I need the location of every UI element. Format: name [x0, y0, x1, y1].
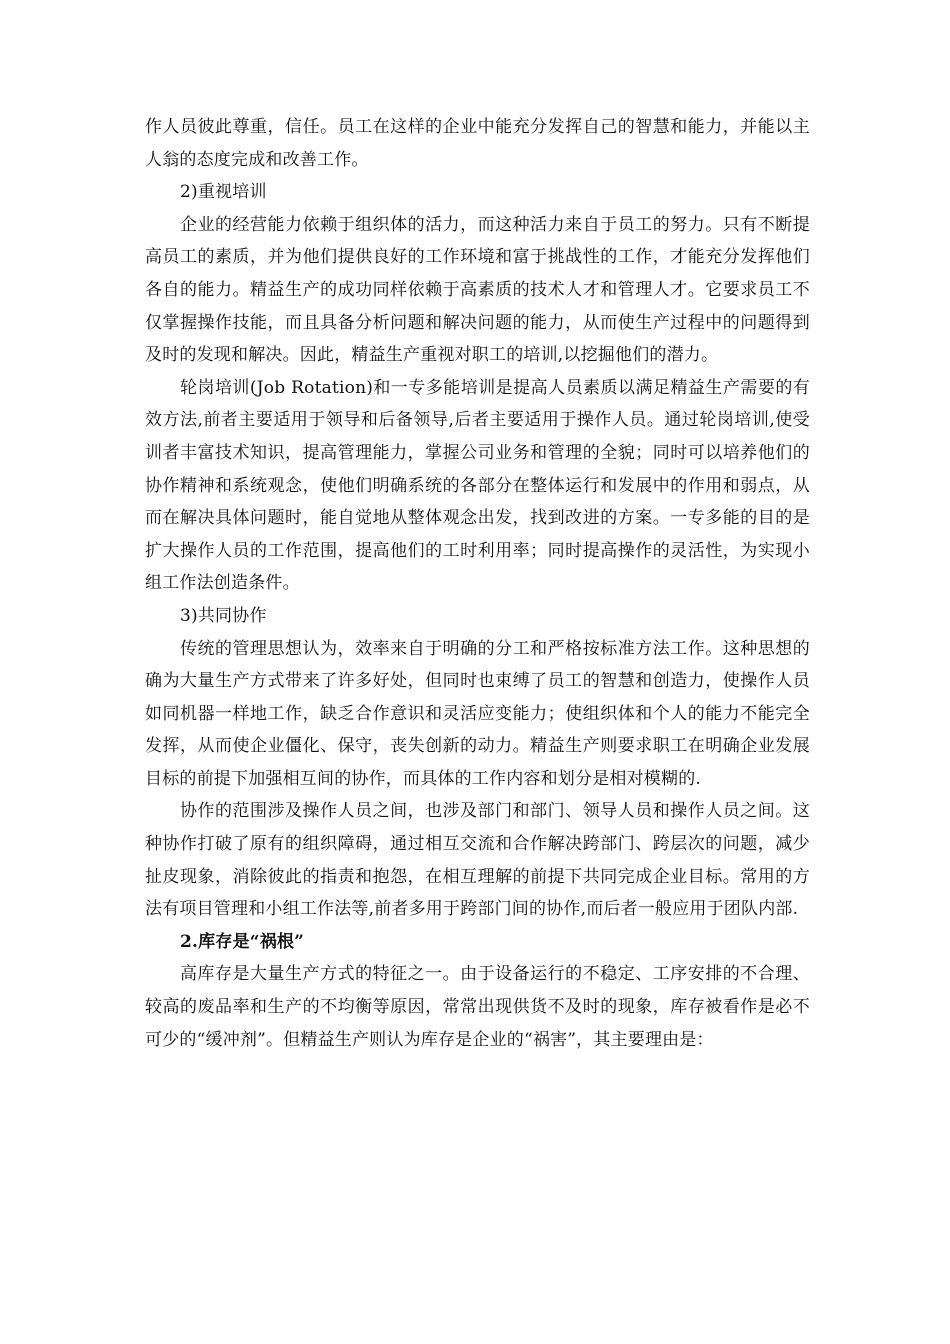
section-heading-cooperation: 3)共同协作 — [180, 605, 267, 626]
section-heading-inventory: 2.库存是“祸根” — [180, 931, 305, 952]
document-body — [145, 111, 810, 1056]
paragraph-job-rotation: 轮岗培训(Job Rotation)和一专多能培训是提高人员素质以满足精益生产需要的有效方法,前者主要适用于领导和后备领导,后者主要适用于操作人员。通过轮岗培训,使受训者丰富技术知识，提高管理能力，掌握公司业务和管理的全貌；同时可以培养他们的协作精神和系统观念，使他们明确系统的各部分在整体运行和发展中的作用和弱点，从而在解决具体问题时，能自觉地从整体观念出发，找到改进的方案。一专多能的目的是扩大操作人员的工作范围，提高他们的工时利用率；同时提高操作的灵活性，为实现小组工作法创造条件。 — [145, 377, 810, 594]
paragraph-training: 企业的经营能力依赖于组织体的活力，而这种活力来自于员工的努力。只有不断提高员工的素质，并为他们提供良好的工作环境和富于挑战性的工作，才能充分发挥他们各自的能力。精益生产的成功同样依赖于高素质的技术人才和管理人才。它要求员工不仅掌握操作技能，而且具备分析问题和解决问题的能力，从而使生产过程中的问题得到及时的发现和解决。因此，精益生产重视对职工的培训,以挖掘他们的潜力。 — [145, 214, 810, 366]
paragraph-traditional-management: 传统的管理思想认为，效率来自于明确的分工和严格按标准方法工作。这种思想的确为大量生产方式带来了许多好处，但同时也束缚了员工的智慧和创造力，使操作人员如同机器一样地工作，缺乏合作意识和灵活应变能力；使组织体和个人的能力不能完全发挥，从而使企业僵化、保守，丧失创新的动力。精益生产则要求职工在明确企业发展目标的前提下加强相互间的协作，而具体的工作内容和划分是相对模糊的. — [145, 638, 810, 789]
section-heading-training: 2)重视培训 — [180, 182, 267, 203]
paragraph-inventory: 高库存是大量生产方式的特征之一。由于设备运行的不稳定、工序安排的不合理、较高的废品率和生产的不均衡等原因，常常出现供货不及时的现象，库存被看作是必不可少的“缓冲剂”。但精益生产则认为库存是企业的“祸害”，其主要理由是： — [145, 964, 810, 1050]
paragraph-cooperation-scope: 协作的范围涉及操作人员之间，也涉及部门和部门、领导人员和操作人员之间。这种协作打破了原有的组织障碍，通过相互交流和合作解决跨部门、跨层次的问题，减少扯皮现象，消除彼此的指责和抱怨，在相互理解的前提下共同完成企业目标。常用的方法有项目管理和小组工作法等,前者多用于跨部门间的协作,而后者一般应用于团队内部. — [145, 801, 810, 920]
paragraph-continuation: 作人员彼此尊重，信任。员工在这样的企业中能充分发挥自己的智慧和能力，并能以主人翁的态度完成和改善工作。 — [145, 117, 810, 170]
